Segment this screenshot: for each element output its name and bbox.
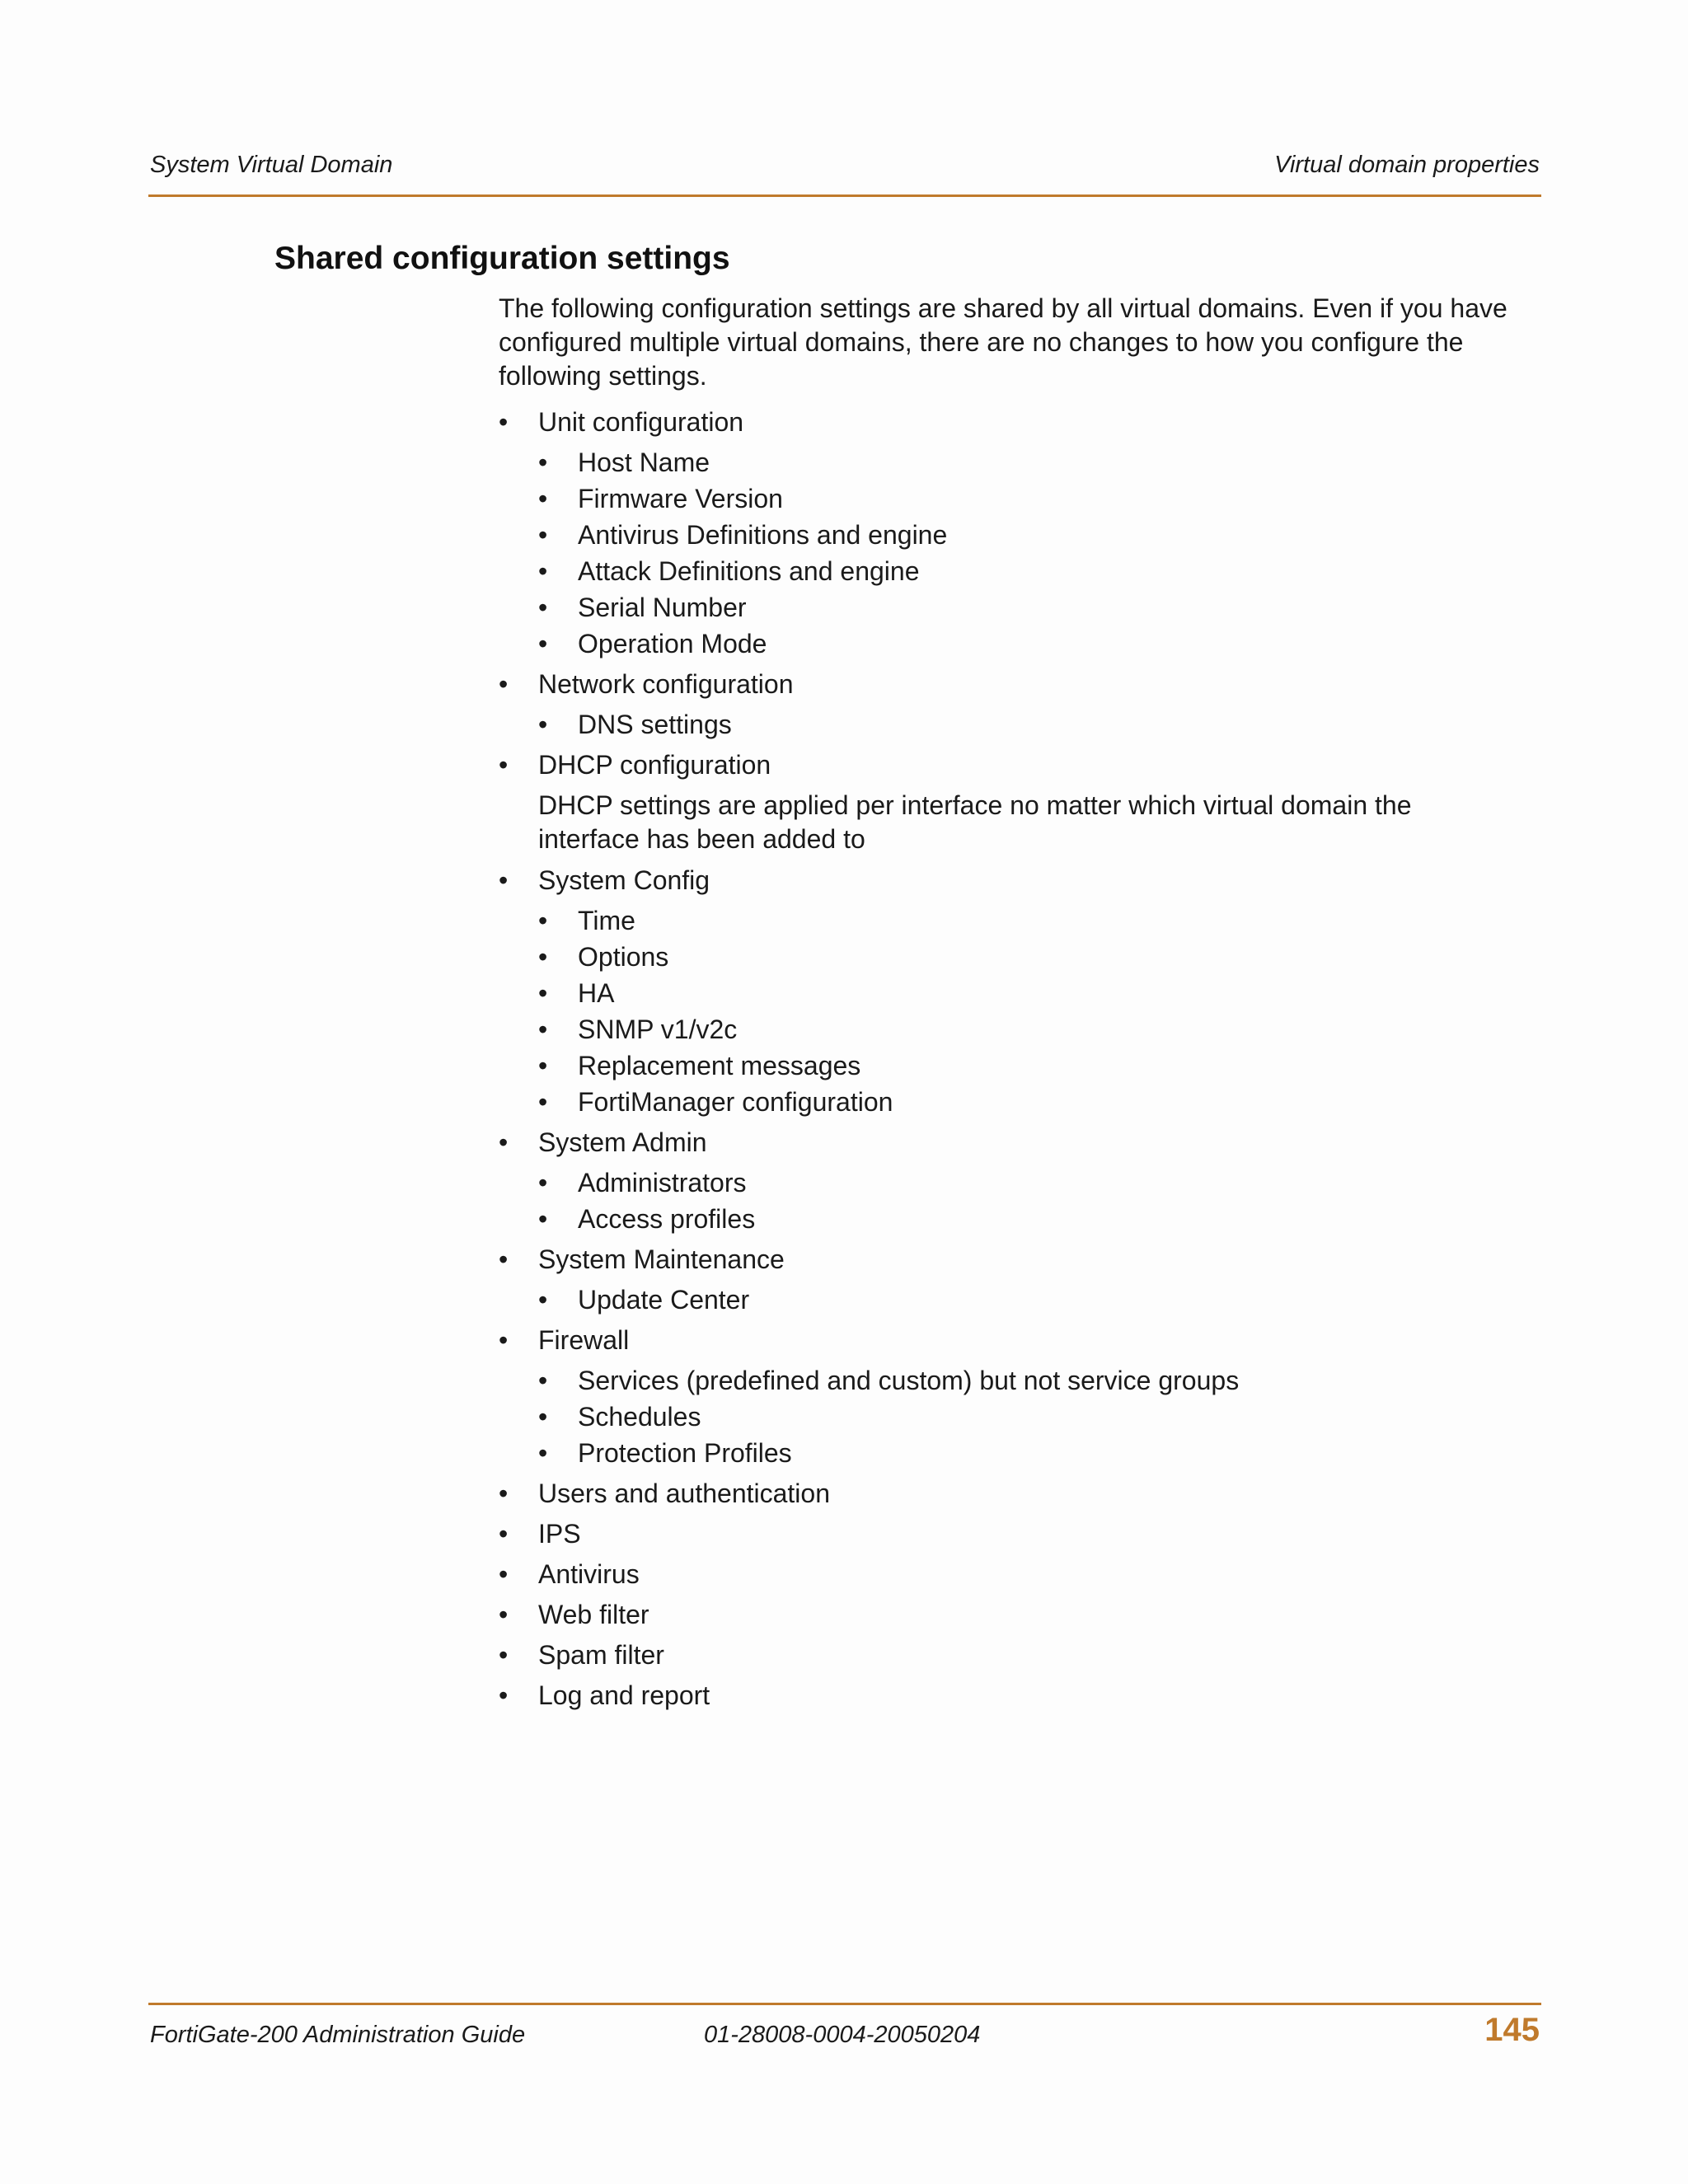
page-number: 145 — [1484, 2012, 1540, 2048]
sub-list — [538, 1166, 1545, 1235]
list-item — [499, 668, 1545, 741]
sub-list-item: • Replacement messages — [538, 1049, 1545, 1082]
sub-list — [538, 708, 1545, 741]
list-item-label: IPS — [538, 1519, 581, 1549]
sub-list-item: • Schedules — [538, 1400, 1545, 1433]
list-item — [499, 1517, 1545, 1550]
sub-list-item: • Administrators — [538, 1166, 1545, 1199]
sub-list-item: • Antivirus Definitions and engine — [538, 518, 1545, 551]
sub-list-item: • Time — [538, 904, 1545, 937]
list-item — [499, 864, 1545, 1118]
sub-list — [538, 1283, 1545, 1316]
list-item-label: Users and authentication — [538, 1479, 830, 1508]
sub-list — [538, 904, 1545, 1118]
list-item — [499, 1477, 1545, 1510]
list-item — [499, 748, 1545, 856]
list-item-label: DHCP configuration — [538, 750, 771, 780]
sub-list — [538, 1364, 1545, 1469]
list-item-label: Spam filter — [538, 1640, 664, 1670]
list-item — [499, 1598, 1545, 1631]
list-item-label: System Config — [538, 865, 710, 895]
header-chapter-title: System Virtual Domain — [150, 152, 393, 178]
sub-list-item: • Update Center — [538, 1283, 1545, 1316]
list-item — [499, 1558, 1545, 1591]
sub-list-item: • Operation Mode — [538, 627, 1545, 660]
list-item — [499, 1243, 1545, 1316]
list-item-label: System Admin — [538, 1127, 707, 1157]
sub-list-item: • Host Name — [538, 446, 1545, 479]
list-item-label: System Maintenance — [538, 1244, 785, 1274]
page-footer — [148, 2003, 1541, 2055]
sub-list-item: • HA — [538, 977, 1545, 1010]
sub-list-item: • Protection Profiles — [538, 1436, 1545, 1469]
header-section-title: Virtual domain properties — [1274, 152, 1540, 178]
list-item-label: Antivirus — [538, 1559, 640, 1589]
footer-guide-title: FortiGate-200 Administration Guide — [150, 2022, 526, 2048]
list-item — [499, 1324, 1545, 1469]
sub-list-item: • Firmware Version — [538, 482, 1545, 515]
sub-list-item: • DNS settings — [538, 708, 1545, 741]
list-item — [499, 1126, 1545, 1235]
intro-paragraph: The following configuration settings are shared by all virtual domains. Even if you have configured multiple virtual domains, there are no changes to how you configure the following settings. — [499, 293, 1507, 391]
sub-list-item: • Access profiles — [538, 1202, 1545, 1235]
list-item — [499, 405, 1545, 660]
list-item-label: Firewall — [538, 1325, 630, 1355]
list-item-note: DHCP settings are applied per interface no matter which virtual domain the interface has been added to — [538, 790, 1412, 854]
sub-list-item: • Serial Number — [538, 591, 1545, 624]
sub-list-item: • SNMP v1/v2c — [538, 1013, 1545, 1046]
sub-list — [538, 446, 1545, 660]
list-item-label: Unit configuration — [538, 407, 744, 437]
list-item-label: Network configuration — [538, 669, 794, 699]
list-item — [499, 1679, 1545, 1712]
sub-list-item: • Options — [538, 940, 1545, 973]
list-item — [499, 1638, 1545, 1671]
list-item-label: Log and report — [538, 1680, 710, 1710]
shared-settings-list — [499, 405, 1545, 1719]
list-item-label: Web filter — [538, 1600, 649, 1629]
sub-list-item: • Services (predefined and custom) but not service groups — [538, 1364, 1545, 1397]
sub-list-item: • Attack Definitions and engine — [538, 555, 1545, 588]
footer-document-number: 01-28008-0004-20050204 — [704, 2022, 981, 2048]
section-heading: Shared configuration settings — [274, 241, 730, 276]
page-header — [148, 148, 1541, 197]
sub-list-item: • FortiManager configuration — [538, 1085, 1545, 1118]
